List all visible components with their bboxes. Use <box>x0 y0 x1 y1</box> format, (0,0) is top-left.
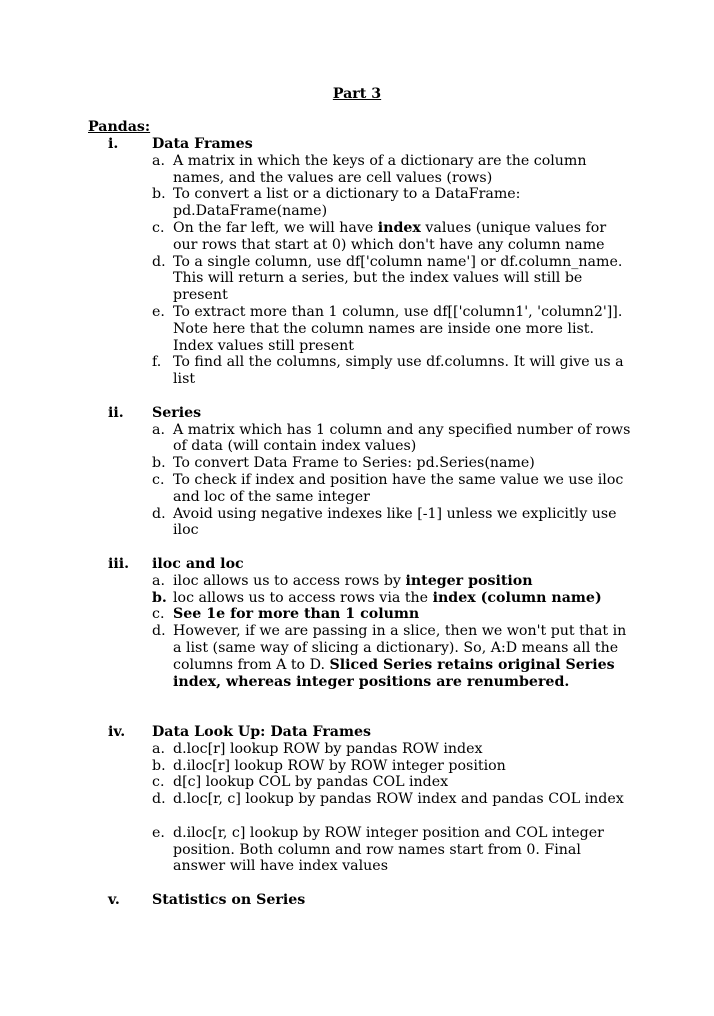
item-letter: b. <box>152 455 166 472</box>
list-item <box>152 506 632 540</box>
item-text <box>173 153 632 187</box>
text-run: Avoid using negative indexes like [-1] unless we explicitly use iloc <box>173 505 617 539</box>
item-letter: a. <box>152 421 165 438</box>
list-item <box>152 573 632 590</box>
item-text <box>173 606 632 623</box>
item-letter: c. <box>152 471 165 488</box>
list-item <box>152 606 632 623</box>
item-text <box>173 741 632 758</box>
item-text <box>173 758 632 775</box>
section-title: iloc and loc <box>152 556 244 572</box>
text-run: d.iloc[r] lookup ROW by ROW integer position <box>173 757 506 774</box>
text-run: loc allows us to access rows via the <box>173 589 433 606</box>
text-run: d.iloc[r, c] lookup by ROW integer position and COL integer position. Both column and row names start from 0. Final answer will have index values <box>173 824 604 875</box>
section-title: Statistics on Series <box>152 892 306 908</box>
item-text <box>173 472 632 506</box>
item-letter: f. <box>152 354 162 371</box>
bold-text: See 1e for more than 1 column <box>173 606 420 623</box>
text-run: To a single column, use df['column name'] or df.column_name. This will return a series, but the index values will still be present <box>173 253 623 304</box>
list-item <box>152 220 632 254</box>
section-number: iv. <box>108 724 126 740</box>
item-letter: a. <box>152 152 165 169</box>
item-text <box>173 304 632 354</box>
section-number: iii. <box>108 556 130 572</box>
item-letter: d. <box>152 791 166 808</box>
item-text <box>173 186 632 220</box>
item-letter: d. <box>152 623 166 640</box>
text-run: However, if we are passing in a slice, then we won't put that in a list (same way of slicing a dictionary). So, A:D means all the columns from A to D. <box>173 623 627 673</box>
text-run: d[c] lookup COL by pandas COL index <box>173 774 449 791</box>
text-run: To convert a list or a dictionary to a DataFrame: pd.DataFrame(name) <box>173 186 521 220</box>
item-list <box>152 741 632 875</box>
list-item <box>152 186 632 220</box>
item-letter: c. <box>152 606 165 623</box>
text-run: A matrix in which the keys of a dictionary are the column names, and the values are cell values (rows) <box>173 152 587 186</box>
list-item <box>152 254 632 304</box>
text-run: To extract more than 1 column, use df[['column1', 'column2']]. Note here that the column names are inside one more list. Index values still present <box>173 303 623 354</box>
section-title: Series <box>152 404 202 421</box>
list-item <box>152 623 632 707</box>
list-item <box>152 455 632 472</box>
text-run: iloc allows us to access rows by <box>173 572 406 589</box>
text-run: d.loc[r, c] lookup by pandas ROW index and pandas COL index <box>173 791 624 808</box>
list-item <box>152 758 632 775</box>
bold-text: Sliced Series retains original Series index, whereas integer positions are renumbered. <box>173 656 615 690</box>
item-text <box>173 825 632 875</box>
bold-text: integer position <box>405 572 533 589</box>
item-letter: c. <box>152 774 165 791</box>
item-letter: b. <box>152 186 166 203</box>
list-item <box>152 741 632 758</box>
section-title: Data Look Up: Data Frames <box>152 724 372 740</box>
item-text <box>173 506 632 540</box>
text-run: To convert Data Frame to Series: pd.Series(name) <box>173 455 535 472</box>
item-text <box>173 354 632 388</box>
bold-text: index <box>377 219 421 236</box>
list-item <box>152 590 632 607</box>
item-text <box>173 254 632 304</box>
list-item <box>152 774 632 791</box>
item-text <box>173 455 632 472</box>
item-letter: e. <box>152 303 165 320</box>
item-letter: b. <box>152 589 167 606</box>
section-number: v. <box>108 892 120 908</box>
list-item <box>152 153 632 187</box>
page-title: Part 3 <box>332 86 382 102</box>
item-list <box>152 422 632 540</box>
text-run: To check if index and position have the same value we use iloc and loc of the same integer <box>173 471 624 505</box>
item-letter: a. <box>152 572 165 589</box>
item-text <box>173 590 632 607</box>
section-heading-pandas: Pandas: <box>88 119 151 135</box>
item-text <box>173 422 632 456</box>
item-letter: d. <box>152 253 166 270</box>
item-list <box>152 153 632 388</box>
list-item <box>152 304 632 354</box>
item-letter: d. <box>152 505 166 522</box>
section-title: Data Frames <box>152 136 253 152</box>
text-run: values (unique values for our rows that start at 0) which don't have any column name <box>173 219 607 253</box>
item-letter: a. <box>152 740 165 757</box>
list-item <box>152 825 632 875</box>
item-text <box>173 791 632 825</box>
item-list <box>152 573 632 707</box>
item-letter: e. <box>152 824 165 841</box>
section-number: i. <box>108 136 119 152</box>
text-run: On the far left, we will have <box>173 219 378 236</box>
text-run: A matrix which has 1 column and any specified number of rows of data (will contain index values) <box>173 421 631 455</box>
text-run: To find all the columns, simply use df.columns. It will give us a list <box>173 354 624 388</box>
item-text <box>173 573 632 590</box>
item-text <box>173 623 632 707</box>
section-number: ii. <box>108 404 124 421</box>
list-item <box>152 422 632 456</box>
item-letter: b. <box>152 757 166 774</box>
item-letter: c. <box>152 219 165 236</box>
item-text <box>173 774 632 791</box>
list-item <box>152 791 632 825</box>
bold-text: index (column name) <box>432 589 602 606</box>
item-text <box>173 220 632 254</box>
list-item <box>152 472 632 506</box>
text-run: d.loc[r] lookup ROW by pandas ROW index <box>173 740 483 757</box>
list-item <box>152 354 632 388</box>
